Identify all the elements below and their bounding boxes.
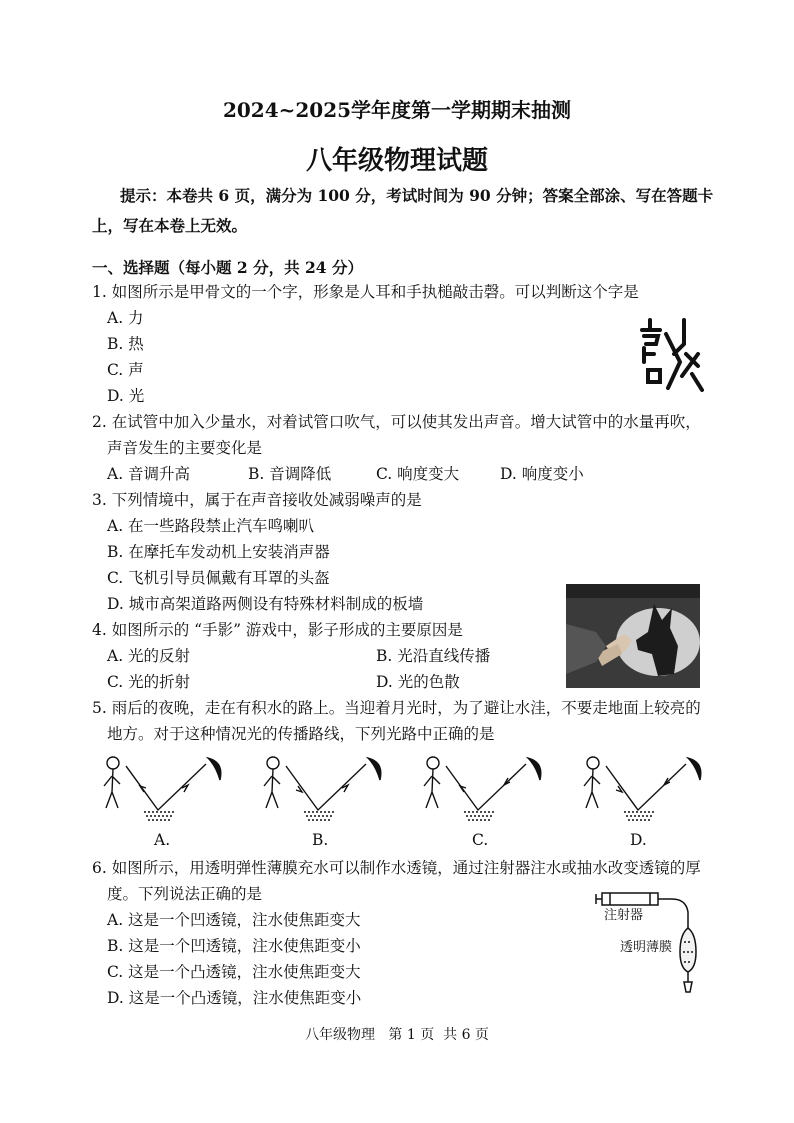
q2-stem-line-1: 2. 在试管中加入少量水，对着试管口吹气，可以使其发出声音。增大试管中的水量再吹， — [92, 413, 701, 431]
q3-stem: 3. 下列情境中，属于在声音接收处减弱噪声的是 — [92, 491, 422, 509]
light-path-diagram-a — [96, 752, 236, 824]
q3-option-c: C. 飞机引导员佩戴有耳罩的头盔 — [107, 569, 330, 587]
hand-shadow-photo — [566, 584, 700, 688]
q6-option-b: B. 这是一个凹透镜，注水使焦距变小 — [107, 937, 361, 955]
light-path-diagram-c — [416, 752, 556, 824]
q4-option-a: A. 光的反射 — [107, 647, 191, 665]
q6-option-d: D. 这是一个凸透镜，注水使焦距变小 — [107, 989, 362, 1007]
oracle-bone-character-figure — [636, 314, 706, 394]
q5-label-d: D. — [630, 831, 647, 849]
q1-stem: 1. 如图所示是甲骨文的一个字，形象是人耳和手执槌敲击磬。可以判断这个字是 — [92, 283, 639, 301]
membrane-label: 透明薄膜 — [620, 940, 673, 955]
q5-stem-line-2: 地方。对于这种情况光的传播路线，下列光路中正确的是 — [107, 725, 495, 743]
q2-option-a: A. 音调升高 — [107, 465, 191, 483]
q5-stem-line-1: 5. 雨后的夜晚，走在有积水的路上。当迎着月光时，为了避让水洼，不要走地面上较亮的 — [92, 699, 701, 717]
q2-option-d: D. 响度变小 — [500, 465, 584, 483]
q1-option-d: D. 光 — [107, 387, 145, 405]
exam-title: 2024~2025学年度第一学期期末抽测 — [222, 98, 572, 122]
q6-stem-line-1: 6. 如图所示，用透明弹性薄膜充水可以制作水透镜，通过注射器注水或抽水改变透镜的厚 — [92, 859, 701, 877]
q2-option-b: B. 音调降低 — [248, 465, 332, 483]
syringe-label: 注射器 — [604, 908, 644, 923]
page-footer: 八年级物理 第 1 页 共 6 页 — [305, 1027, 489, 1043]
q4-option-b: B. 光沿直线传播 — [376, 647, 491, 665]
section-heading: 一、选择题（每小题 2 分，共 24 分） — [92, 258, 363, 277]
q1-option-b: B. 热 — [107, 335, 144, 353]
q5-label-b: B. — [312, 831, 329, 849]
q5-label-c: C. — [472, 831, 489, 849]
q2-stem-line-2: 声音发生的主要变化是 — [107, 439, 263, 457]
q2-option-c: C. 响度变大 — [376, 465, 460, 483]
light-path-diagram-b — [256, 752, 396, 824]
q3-option-b: B. 在摩托车发动机上安装消声器 — [107, 543, 330, 561]
q6-option-c: C. 这是一个凸透镜，注水使焦距变大 — [107, 963, 361, 981]
q4-stem: 4. 如图所示的 “手影” 游戏中，影子形成的主要原因是 — [92, 621, 463, 639]
q1-option-c: C. 声 — [107, 361, 144, 379]
q3-option-d: D. 城市高架道路两侧设有特殊材料制成的板墙 — [107, 595, 424, 613]
q1-option-a: A. 力 — [107, 309, 144, 327]
q4-option-c: C. 光的折射 — [107, 673, 191, 691]
notice-line-2: 上，写在本卷上无效。 — [92, 216, 248, 235]
light-path-diagram-d — [576, 752, 716, 824]
subject-title: 八年级物理试题 — [305, 146, 488, 176]
q5-label-a: A. — [154, 831, 171, 849]
q6-stem-line-2: 度。下列说法正确的是 — [107, 885, 263, 903]
q4-option-d: D. 光的色散 — [376, 673, 460, 691]
q6-option-a: A. 这是一个凹透镜，注水使焦距变大 — [107, 911, 361, 929]
notice-line-1: 提示：本卷共 6 页，满分为 100 分，考试时间为 90 分钟；答案全部涂、写在答题卡 — [120, 186, 714, 205]
q3-option-a: A. 在一些路段禁止汽车鸣喇叭 — [107, 517, 315, 535]
